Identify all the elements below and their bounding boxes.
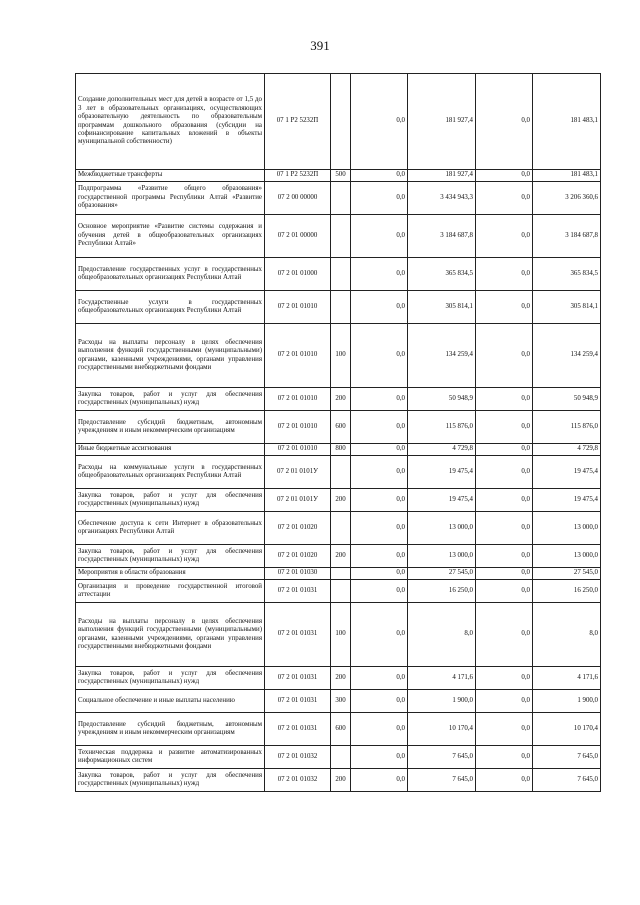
row-code-cell: 07 2 01 01031 bbox=[265, 690, 331, 713]
table-row bbox=[76, 667, 601, 690]
row-value-2-cell: 3 434 943,3 bbox=[408, 182, 476, 215]
row-code-cell: 07 2 01 01031 bbox=[265, 580, 331, 603]
row-expense-type-cell: 200 bbox=[331, 388, 351, 411]
row-expense-type-cell: 600 bbox=[331, 411, 351, 444]
row-value-2-cell: 16 250,0 bbox=[408, 580, 476, 603]
row-name-cell: Организация и проведение государственной итоговой аттестации bbox=[76, 580, 265, 603]
row-code-cell: 07 2 01 01031 bbox=[265, 713, 331, 746]
row-value-3-cell: 0,0 bbox=[476, 258, 533, 291]
row-value-4-cell: 181 483,1 bbox=[533, 170, 601, 182]
row-name-cell: Создание дополнительных мест для детей в возрасте от 1,5 до 3 лет в образовательных организациях, осуществляющих образовательную деятельность по образовательным программам дошкольного образования (субсидии на софинансирование капитальных вложений в объекты муниципальной собственности) bbox=[76, 74, 265, 170]
row-value-4-cell: 19 475,4 bbox=[533, 489, 601, 512]
row-value-3-cell: 0,0 bbox=[476, 182, 533, 215]
row-expense-type-cell: 800 bbox=[331, 444, 351, 456]
row-expense-type-cell bbox=[331, 568, 351, 580]
row-name-cell: Социальное обеспечение и иные выплаты населению bbox=[76, 690, 265, 713]
row-value-4-cell: 16 250,0 bbox=[533, 580, 601, 603]
budget-table bbox=[75, 73, 601, 792]
row-value-2-cell: 181 927,4 bbox=[408, 170, 476, 182]
row-value-2-cell: 27 545,0 bbox=[408, 568, 476, 580]
row-value-3-cell: 0,0 bbox=[476, 568, 533, 580]
row-value-2-cell: 19 475,4 bbox=[408, 489, 476, 512]
row-name-cell: Расходы на коммунальные услуги в государственных общеобразовательных организациях Республики Алтай bbox=[76, 456, 265, 489]
row-name-cell: Закупка товаров, работ и услуг для обеспечения государственных (муниципальных) нужд bbox=[76, 388, 265, 411]
row-expense-type-cell bbox=[331, 746, 351, 769]
row-value-3-cell: 0,0 bbox=[476, 545, 533, 568]
table-row bbox=[76, 388, 601, 411]
row-value-1-cell: 0,0 bbox=[351, 690, 408, 713]
row-value-1-cell: 0,0 bbox=[351, 215, 408, 258]
row-name-cell: Закупка товаров, работ и услуг для обеспечения государственных (муниципальных) нужд bbox=[76, 667, 265, 690]
row-value-4-cell: 8,0 bbox=[533, 603, 601, 667]
row-value-2-cell: 7 645,0 bbox=[408, 746, 476, 769]
row-name-cell: Закупка товаров, работ и услуг для обеспечения государственных (муниципальных) нужд bbox=[76, 769, 265, 792]
table-row bbox=[76, 713, 601, 746]
row-expense-type-cell bbox=[331, 512, 351, 545]
row-value-2-cell: 19 475,4 bbox=[408, 456, 476, 489]
row-name-cell: Основное мероприятие «Развитие системы содержания и обучения детей в общеобразовательных организациях Республики Алтай» bbox=[76, 215, 265, 258]
row-value-4-cell: 7 645,0 bbox=[533, 769, 601, 792]
row-value-4-cell: 10 170,4 bbox=[533, 713, 601, 746]
row-name-cell: Техническая поддержка и развитие автоматизированных информационных систем bbox=[76, 746, 265, 769]
row-value-3-cell: 0,0 bbox=[476, 713, 533, 746]
row-value-3-cell: 0,0 bbox=[476, 388, 533, 411]
row-name-cell: Государственные услуги в государственных общеобразовательных организациях Республики Алтай bbox=[76, 291, 265, 324]
row-value-4-cell: 27 545,0 bbox=[533, 568, 601, 580]
row-expense-type-cell: 500 bbox=[331, 170, 351, 182]
row-value-1-cell: 0,0 bbox=[351, 746, 408, 769]
row-value-3-cell: 0,0 bbox=[476, 170, 533, 182]
table-row bbox=[76, 568, 601, 580]
row-value-1-cell: 0,0 bbox=[351, 170, 408, 182]
row-code-cell: 07 2 01 01010 bbox=[265, 324, 331, 388]
row-value-1-cell: 0,0 bbox=[351, 456, 408, 489]
table-row bbox=[76, 456, 601, 489]
row-value-4-cell: 3 184 687,8 bbox=[533, 215, 601, 258]
row-name-cell: Предоставление государственных услуг в государственных общеобразовательных организациях Республики Алтай bbox=[76, 258, 265, 291]
row-name-cell: Иные бюджетные ассигнования bbox=[76, 444, 265, 456]
table-row bbox=[76, 444, 601, 456]
row-value-2-cell: 365 834,5 bbox=[408, 258, 476, 291]
row-expense-type-cell bbox=[331, 182, 351, 215]
row-value-4-cell: 115 876,0 bbox=[533, 411, 601, 444]
row-code-cell: 07 2 01 00000 bbox=[265, 215, 331, 258]
row-value-2-cell: 13 000,0 bbox=[408, 545, 476, 568]
row-value-3-cell: 0,0 bbox=[476, 489, 533, 512]
row-value-2-cell: 115 876,0 bbox=[408, 411, 476, 444]
row-value-2-cell: 10 170,4 bbox=[408, 713, 476, 746]
row-value-4-cell: 13 000,0 bbox=[533, 545, 601, 568]
row-value-4-cell: 1 900,0 bbox=[533, 690, 601, 713]
row-value-2-cell: 4 171,6 bbox=[408, 667, 476, 690]
row-value-4-cell: 19 475,4 bbox=[533, 456, 601, 489]
row-code-cell: 07 1 P2 5232П bbox=[265, 74, 331, 170]
row-code-cell: 07 2 01 01020 bbox=[265, 512, 331, 545]
row-value-3-cell: 0,0 bbox=[476, 667, 533, 690]
row-value-3-cell: 0,0 bbox=[476, 74, 533, 170]
row-expense-type-cell: 200 bbox=[331, 667, 351, 690]
row-value-1-cell: 0,0 bbox=[351, 388, 408, 411]
row-code-cell: 07 2 01 01000 bbox=[265, 258, 331, 291]
row-value-1-cell: 0,0 bbox=[351, 489, 408, 512]
table-row bbox=[76, 182, 601, 215]
row-value-1-cell: 0,0 bbox=[351, 545, 408, 568]
table-row bbox=[76, 170, 601, 182]
page-number: 391 bbox=[310, 38, 330, 53]
table-row bbox=[76, 215, 601, 258]
row-value-3-cell: 0,0 bbox=[476, 769, 533, 792]
row-value-1-cell: 0,0 bbox=[351, 580, 408, 603]
row-value-4-cell: 4 171,6 bbox=[533, 667, 601, 690]
row-value-4-cell: 4 729,8 bbox=[533, 444, 601, 456]
row-value-2-cell: 305 814,1 bbox=[408, 291, 476, 324]
row-value-1-cell: 0,0 bbox=[351, 74, 408, 170]
table-row bbox=[76, 489, 601, 512]
row-value-4-cell: 7 645,0 bbox=[533, 746, 601, 769]
row-expense-type-cell: 200 bbox=[331, 489, 351, 512]
table-row bbox=[76, 545, 601, 568]
row-value-3-cell: 0,0 bbox=[476, 580, 533, 603]
row-name-cell: Мероприятия в области образования bbox=[76, 568, 265, 580]
row-value-1-cell: 0,0 bbox=[351, 411, 408, 444]
row-value-1-cell: 0,0 bbox=[351, 667, 408, 690]
table-row bbox=[76, 690, 601, 713]
row-name-cell: Предоставление субсидий бюджетным, автономным учреждениям и иным некоммерческим организациям bbox=[76, 411, 265, 444]
row-value-1-cell: 0,0 bbox=[351, 291, 408, 324]
row-value-4-cell: 3 206 360,6 bbox=[533, 182, 601, 215]
table-row bbox=[76, 324, 601, 388]
row-value-1-cell: 0,0 bbox=[351, 258, 408, 291]
row-value-4-cell: 50 948,9 bbox=[533, 388, 601, 411]
row-value-4-cell: 134 259,4 bbox=[533, 324, 601, 388]
row-code-cell: 07 2 01 01031 bbox=[265, 603, 331, 667]
row-code-cell: 07 2 01 01032 bbox=[265, 746, 331, 769]
table-row bbox=[76, 291, 601, 324]
row-value-2-cell: 50 948,9 bbox=[408, 388, 476, 411]
row-value-2-cell: 3 184 687,8 bbox=[408, 215, 476, 258]
row-value-1-cell: 0,0 bbox=[351, 444, 408, 456]
row-code-cell: 07 2 01 01010 bbox=[265, 291, 331, 324]
row-code-cell: 07 2 01 01010 bbox=[265, 444, 331, 456]
table-row bbox=[76, 580, 601, 603]
row-name-cell: Обеспечение доступа к сети Интернет в образовательных организациях Республики Алтай bbox=[76, 512, 265, 545]
row-value-1-cell: 0,0 bbox=[351, 568, 408, 580]
row-value-2-cell: 7 645,0 bbox=[408, 769, 476, 792]
row-code-cell: 07 2 01 01032 bbox=[265, 769, 331, 792]
row-code-cell: 07 2 00 00000 bbox=[265, 182, 331, 215]
row-value-4-cell: 305 814,1 bbox=[533, 291, 601, 324]
row-code-cell: 07 2 01 0101У bbox=[265, 456, 331, 489]
row-name-cell: Предоставление субсидий бюджетным, автономным учреждениям и иным некоммерческим организациям bbox=[76, 713, 265, 746]
row-value-2-cell: 134 259,4 bbox=[408, 324, 476, 388]
row-name-cell: Расходы на выплаты персоналу в целях обеспечения выполнения функций государственными (муниципальными) органами, казенными учреждениями, органами управления государственными внебюджетными фондами bbox=[76, 324, 265, 388]
row-value-3-cell: 0,0 bbox=[476, 456, 533, 489]
row-name-cell: Подпрограмма «Развитие общего образования» государственной программы Республики Алтай «Развитие образования» bbox=[76, 182, 265, 215]
row-value-1-cell: 0,0 bbox=[351, 512, 408, 545]
table-row bbox=[76, 603, 601, 667]
table-row bbox=[76, 74, 601, 170]
row-value-4-cell: 365 834,5 bbox=[533, 258, 601, 291]
row-value-2-cell: 8,0 bbox=[408, 603, 476, 667]
row-value-3-cell: 0,0 bbox=[476, 215, 533, 258]
budget-table-body bbox=[76, 74, 601, 792]
row-expense-type-cell: 200 bbox=[331, 769, 351, 792]
row-value-3-cell: 0,0 bbox=[476, 512, 533, 545]
table-row bbox=[76, 769, 601, 792]
row-value-2-cell: 13 000,0 bbox=[408, 512, 476, 545]
row-expense-type-cell: 200 bbox=[331, 545, 351, 568]
row-value-3-cell: 0,0 bbox=[476, 411, 533, 444]
row-value-1-cell: 0,0 bbox=[351, 324, 408, 388]
row-value-1-cell: 0,0 bbox=[351, 769, 408, 792]
row-value-3-cell: 0,0 bbox=[476, 746, 533, 769]
row-value-3-cell: 0,0 bbox=[476, 690, 533, 713]
row-value-4-cell: 181 483,1 bbox=[533, 74, 601, 170]
table-row bbox=[76, 258, 601, 291]
row-value-2-cell: 1 900,0 bbox=[408, 690, 476, 713]
row-expense-type-cell: 600 bbox=[331, 713, 351, 746]
row-code-cell: 07 1 P2 5232П bbox=[265, 170, 331, 182]
row-value-3-cell: 0,0 bbox=[476, 324, 533, 388]
row-name-cell: Закупка товаров, работ и услуг для обеспечения государственных (муниципальных) нужд bbox=[76, 545, 265, 568]
row-expense-type-cell bbox=[331, 258, 351, 291]
row-value-1-cell: 0,0 bbox=[351, 182, 408, 215]
row-expense-type-cell bbox=[331, 74, 351, 170]
row-value-3-cell: 0,0 bbox=[476, 291, 533, 324]
row-value-2-cell: 181 927,4 bbox=[408, 74, 476, 170]
row-code-cell: 07 2 01 01020 bbox=[265, 545, 331, 568]
table-row bbox=[76, 411, 601, 444]
row-expense-type-cell bbox=[331, 291, 351, 324]
row-expense-type-cell: 100 bbox=[331, 603, 351, 667]
row-value-3-cell: 0,0 bbox=[476, 444, 533, 456]
row-expense-type-cell: 300 bbox=[331, 690, 351, 713]
row-code-cell: 07 2 01 0101У bbox=[265, 489, 331, 512]
row-expense-type-cell: 100 bbox=[331, 324, 351, 388]
row-code-cell: 07 2 01 01030 bbox=[265, 568, 331, 580]
row-expense-type-cell bbox=[331, 215, 351, 258]
row-expense-type-cell bbox=[331, 580, 351, 603]
row-value-3-cell: 0,0 bbox=[476, 603, 533, 667]
table-row bbox=[76, 512, 601, 545]
row-value-2-cell: 4 729,8 bbox=[408, 444, 476, 456]
row-code-cell: 07 2 01 01031 bbox=[265, 667, 331, 690]
row-name-cell: Закупка товаров, работ и услуг для обеспечения государственных (муниципальных) нужд bbox=[76, 489, 265, 512]
row-name-cell: Межбюджетные трансферты bbox=[76, 170, 265, 182]
row-code-cell: 07 2 01 01010 bbox=[265, 388, 331, 411]
row-expense-type-cell bbox=[331, 456, 351, 489]
row-value-4-cell: 13 000,0 bbox=[533, 512, 601, 545]
row-code-cell: 07 2 01 01010 bbox=[265, 411, 331, 444]
row-value-1-cell: 0,0 bbox=[351, 603, 408, 667]
row-name-cell: Расходы на выплаты персоналу в целях обеспечения выполнения функций государственными (муниципальными) органами, казенными учреждениями, органами управления государственными внебюджетными фондами bbox=[76, 603, 265, 667]
table-row bbox=[76, 746, 601, 769]
row-value-1-cell: 0,0 bbox=[351, 713, 408, 746]
